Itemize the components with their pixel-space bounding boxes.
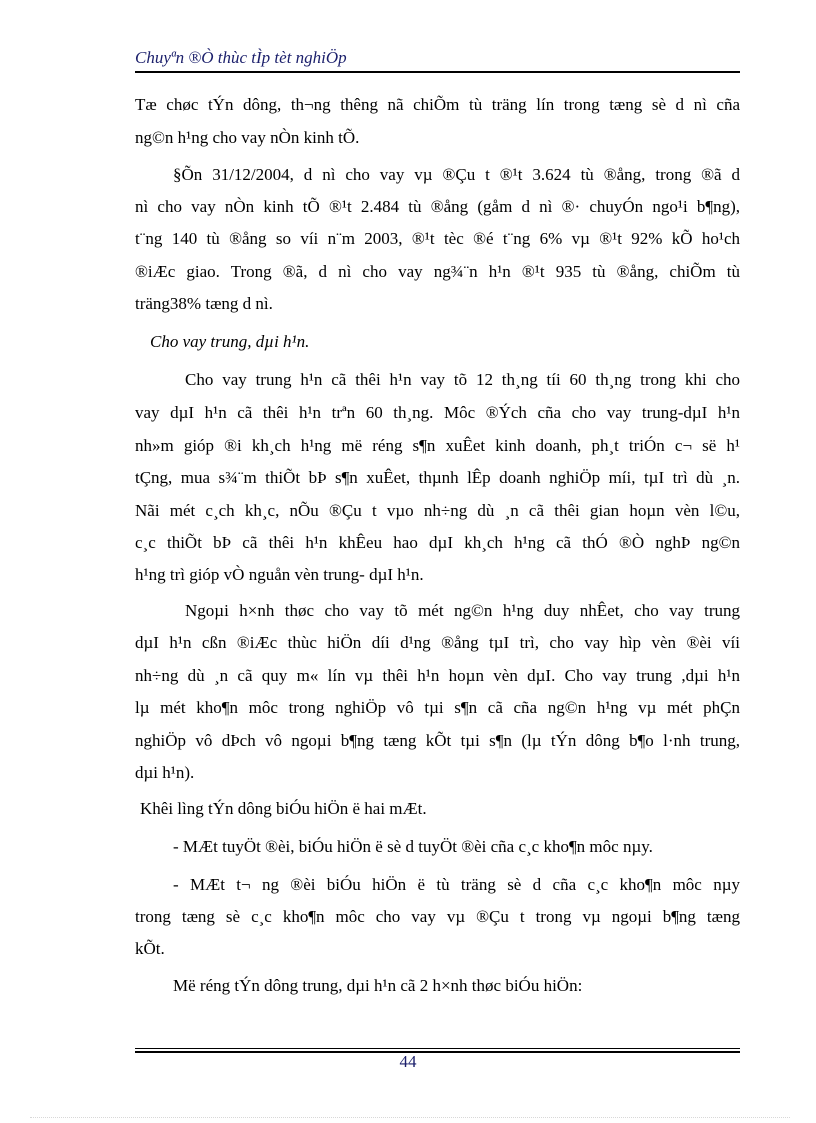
text-line: c¸c thiÕt bÞ cã thêi h¹n khÊeu hao dµI kh¸ch h¹ng cã thÓ ®Ò nghÞ ng©n bbox=[135, 533, 740, 552]
text-line: Tæ chøc tÝn dông, th¬ng thêng nã chiÕm tù träng lín trong tæng sè d nì cña bbox=[135, 95, 740, 114]
bullet-line: - MÆt tuyÖt ®èi, biÓu hiÖn ë sè d tuyÖt ®èi cña c¸c kho¶n môc nµy. bbox=[173, 837, 653, 856]
section-heading: Cho vay trung, dµi h¹n. bbox=[150, 332, 310, 351]
footer-rule bbox=[135, 1048, 740, 1049]
text-line: vay dµI h¹n cã thêi h¹n trªn 60 th¸ng. Môc ®Ých cña cho vay trung-dµI h¹n bbox=[135, 403, 740, 422]
running-header-title: Chuyªn ®Ò thùc tÌp tèt nghiÖp bbox=[135, 48, 347, 67]
text-line: Nãi mét c¸ch kh¸c, nÕu ®Çu t vµo nh÷ng dù ¸n cã thêi gian hoµn vèn l©u, bbox=[135, 501, 740, 520]
text-line: nì cho vay nÒn kinh tÕ ®¹t 2.484 tù ®ång (gåm d nì ®· chuyÓn ngo¹i b¶ng), bbox=[135, 197, 740, 216]
bullet-line: - MÆt t¬ ng ®èi biÓu hiÖn ë tù träng sè d cña c¸c kho¶n môc nµy bbox=[173, 875, 740, 894]
text-line: nh÷ng dù ¸n cã quy m« lín vµ thêi h¹n hoµn vèn dµI. Cho vay trung ,dµi h¹n bbox=[135, 666, 740, 685]
text-line: träng38% tæng d nì. bbox=[135, 294, 273, 313]
text-line: dµi h¹n). bbox=[135, 763, 195, 782]
text-line: Më réng tÝn dông trung, dµi h¹n cã 2 h×nh thøc biÓu hiÖn: bbox=[173, 976, 583, 995]
page-edge-divider bbox=[30, 1117, 790, 1118]
text-line: Cho vay trung h¹n cã thêi h¹n vay tõ 12 th¸ng tíi 60 th¸ng trong khi cho bbox=[185, 370, 740, 389]
text-line: h¹ng trì gióp vÒ nguån vèn trung- dµI h¹n. bbox=[135, 565, 424, 584]
text-line: nh»m gióp ®i kh¸ch h¹ng më réng s¶n xuÊet kinh doanh, ph¸t triÓn c¬ së h¹ bbox=[135, 436, 740, 455]
header-rule bbox=[135, 71, 740, 73]
text-line: trong tæng sè c¸c kho¶n môc cho vay vµ ®Çu t trong vµ ngoµi b¶ng tæng bbox=[135, 907, 740, 926]
text-line: tÇng, mua s¾¨m thiÕt bÞ s¶n xuÊet, thµnh lÊp doanh nghiÖp míi, tµI trì dù ¸n. bbox=[135, 468, 740, 487]
text-line: dµI h¹n cßn ®iÆc thùc hiÖn díi d¹ng ®ång tµI trì, cho vay hìp vèn ®èi víi bbox=[135, 633, 740, 652]
text-line: nghiÖp vô dÞch vô ngoµi b¶ng tæng kÕt tµi s¶n (lµ tÝn dông b¶o l·nh trung, bbox=[135, 731, 740, 750]
text-line: t¨ng 140 tù ®ång so víi n¨m 2003, ®¹t tèc ®é t¨ng 6% vµ ®¹t 92% kÕ ho¹ch bbox=[135, 229, 740, 248]
text-line: ®iÆc giao. Trong ®ã, d nì cho vay ng¾¨n h¹n ®¹t 935 tù ®ång, chiÕm tù bbox=[135, 262, 740, 281]
text-line: ng©n h¹ng cho vay nÒn kinh tÕ. bbox=[135, 128, 360, 147]
text-line: lµ mét kho¶n môc trong nghiÖp vô tµi s¶n cã cña ng©n h¹ng vµ mét phÇn bbox=[135, 698, 740, 717]
text-line: §Õn 31/12/2004, d nì cho vay vµ ®Çu t ®¹t 3.624 tù ®ång, trong ®ã d bbox=[173, 165, 740, 184]
text-line: Khêi lìng tÝn dông biÓu hiÖn ë hai mÆt. bbox=[140, 799, 427, 818]
page-number: 44 bbox=[399, 1052, 417, 1071]
text-line: Ngoµi h×nh thøc cho vay tõ mét ng©n h¹ng duy nhÊet, cho vay trung bbox=[185, 601, 740, 620]
text-line: kÕt. bbox=[135, 939, 165, 958]
